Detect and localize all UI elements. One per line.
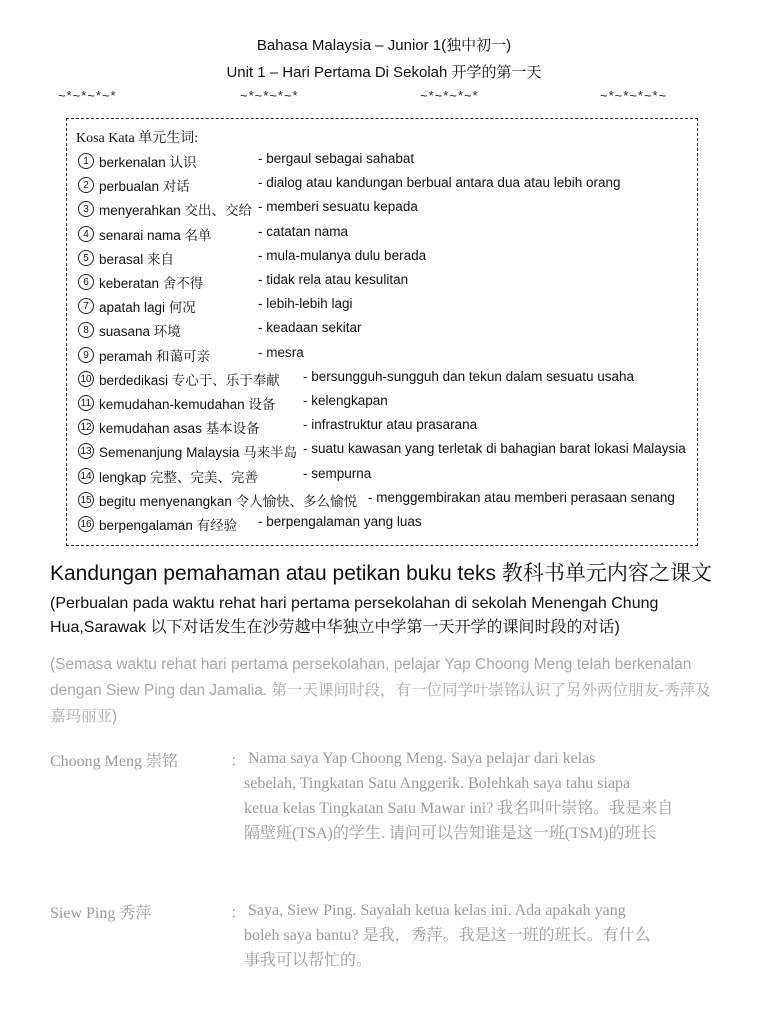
vocab-term: lengkap 完整、完美、完善	[99, 469, 259, 485]
vocab-definition: - bergaul sebagai sahabat	[258, 151, 415, 166]
vocab-item	[78, 223, 349, 246]
speaker-colon: ：	[230, 753, 247, 770]
speech-line: sebelah, Tingkatan Satu Anggerik. Bolehkah saya tahu siapa	[244, 775, 631, 792]
vocab-title	[76, 127, 198, 147]
vocab-number: 2	[78, 177, 94, 193]
vocab-term: senarai nama 名单	[99, 227, 212, 243]
vocab-definition: - tidak rela atau kesulitan	[258, 272, 409, 287]
vocab-term: menyerahkan 交出、交给	[99, 203, 253, 219]
speech-line: boleh saya bantu? 是我，秀萍。我是这一班的班长。有什么	[244, 927, 651, 944]
vocab-definition: - mula-mulanya dulu berada	[258, 247, 427, 263]
speaker-colon: ：	[230, 905, 247, 922]
vocab-item	[78, 272, 409, 294]
vocab-item	[78, 514, 422, 536]
vocab-definition: - catatan nama	[258, 223, 349, 239]
unit-title: Unit 1 – Hari Pertama Di Sekolah 开学的第一天	[226, 64, 542, 81]
vocab-definition: - bersungguh-sungguh dan tekun dalam sesuatu usaha	[303, 368, 634, 384]
vocab-number: 3	[78, 201, 94, 217]
speech-line: ketua kelas Tingkatan Satu Mawar ini? 我名叫叶崇铭。我是来自	[244, 800, 674, 817]
vocab-term: begitu menyenangkan 令人愉快、多么愉悦	[99, 493, 358, 509]
vocab-number: 5	[78, 250, 94, 266]
vocab-number: 12	[78, 419, 94, 435]
star-divider: ~*~*~*~*~	[600, 88, 668, 103]
vocab-item	[78, 151, 415, 173]
vocab-term: Semenanjung Malaysia 马来半岛	[99, 445, 298, 461]
star-divider: ~*~*~*~*	[240, 88, 299, 103]
speaker-siew-ping: Siew Ping 秀萍	[50, 905, 152, 922]
vocab-term: suasana 环境	[99, 324, 181, 340]
vocab-number: 13	[78, 443, 94, 459]
star-divider: ~*~*~*~*	[420, 88, 479, 103]
vocab-item	[78, 489, 675, 512]
vocab-item	[78, 320, 362, 342]
vocab-definition: - kelengkapan	[303, 393, 388, 408]
vocab-number: 16	[78, 516, 94, 532]
vocab-definition: - mesra	[258, 344, 304, 360]
vocab-term: kemudahan asas 基本设备	[99, 421, 260, 437]
vocab-title-chinese: 单元生词:	[138, 131, 199, 146]
vocab-item	[78, 199, 418, 221]
vocab-number: 14	[78, 468, 94, 484]
vocab-term: berasal 来自	[99, 251, 175, 267]
vocab-definition: - lebih-lebih lagi	[258, 296, 353, 312]
speech-line: 隔壁班(TSA)的学生. 请问可以告知谁是这一班(TSM)的班长	[244, 825, 657, 842]
vocab-definition: - berpengalaman yang luas	[258, 514, 422, 529]
vocab-number: 8	[78, 322, 94, 338]
speech-line: Saya, Siew Ping. Sayalah ketua kelas ini. Ada apakah yang	[248, 902, 626, 919]
star-divider: ~*~*~*~*	[58, 88, 117, 103]
vocab-definition: - infrastruktur atau prasarana	[303, 417, 478, 433]
vocab-number: 1	[78, 153, 94, 169]
speech-siew-ping	[244, 898, 724, 973]
vocab-number: 15	[78, 492, 94, 508]
dialogue-context: (Perbualan pada waktu rehat hari pertama persekolahan di sekolah Menengah Chung Hua,Sarawak 以下对话发生在沙劳越中华独立中学第一天开学的课间时段的对话)	[50, 595, 659, 636]
vocab-term: berpengalaman 有经验	[99, 518, 238, 533]
vocab-definition: - suatu kawasan yang terletak di bahagian barat lokasi Malaysia	[303, 441, 686, 457]
vocab-item	[78, 441, 686, 463]
vocab-item	[78, 393, 388, 415]
vocab-item	[78, 368, 634, 391]
vocab-number: 10	[78, 371, 94, 387]
vocab-definition: - memberi sesuatu kepada	[258, 199, 418, 215]
vocab-item	[78, 417, 478, 439]
speech-choong-meng	[244, 746, 724, 846]
vocab-term: perbualan 对话	[99, 179, 190, 195]
speech-line: 事我可以帮忙的。	[244, 952, 373, 969]
vocab-item	[78, 296, 353, 318]
dialogue-note: (Semasa waktu rehat hari pertama persekolahan, pelajar Yap Choong Meng telah berkenalan dengan Siew Ping dan Jamalia. 第一天课间时段，有一位同学叶崇铭认识了另外两位朋友-秀萍及嘉玛丽亚)	[50, 656, 711, 725]
vocab-number: 4	[78, 226, 94, 242]
vocab-item	[78, 344, 304, 367]
header-title: Bahasa Malaysia – Junior 1(独中初一)	[256, 37, 512, 54]
vocab-definition: - menggembirakan atau memberi perasaan senang	[368, 489, 675, 505]
vocab-term: peramah 和蔼可亲	[99, 348, 211, 364]
vocab-term: apatah lagi 何况	[99, 300, 196, 316]
vocab-title-malay: Kosa Kata	[76, 131, 135, 146]
vocab-term: kemudahan-kemudahan 设备	[99, 397, 276, 412]
vocab-term: keberatan 舍不得	[99, 276, 204, 291]
vocab-term: berkenalan 认识	[99, 155, 197, 170]
section-title: Kandungan pemahaman atau petikan buku teks 教科书单元内容之课文	[50, 562, 712, 585]
vocab-definition: - keadaan sekitar	[258, 320, 362, 336]
vocab-item	[78, 175, 621, 197]
vocab-definition: - sempurna	[303, 465, 372, 481]
vocab-number: 6	[78, 274, 94, 290]
vocab-number: 7	[78, 298, 94, 314]
speech-line: Nama saya Yap Choong Meng. Saya pelajar dari kelas	[248, 750, 596, 767]
speaker-choong-meng: Choong Meng 崇铭	[50, 753, 179, 770]
vocab-term: berdedikasi 专心于、乐于奉献	[99, 372, 280, 388]
vocab-definition: - dialog atau kandungan berbual antara dua atau lebih orang	[258, 175, 621, 191]
vocab-number: 9	[78, 347, 94, 363]
vocab-item	[78, 247, 427, 270]
vocab-number: 11	[78, 395, 94, 411]
vocab-item	[78, 465, 372, 488]
